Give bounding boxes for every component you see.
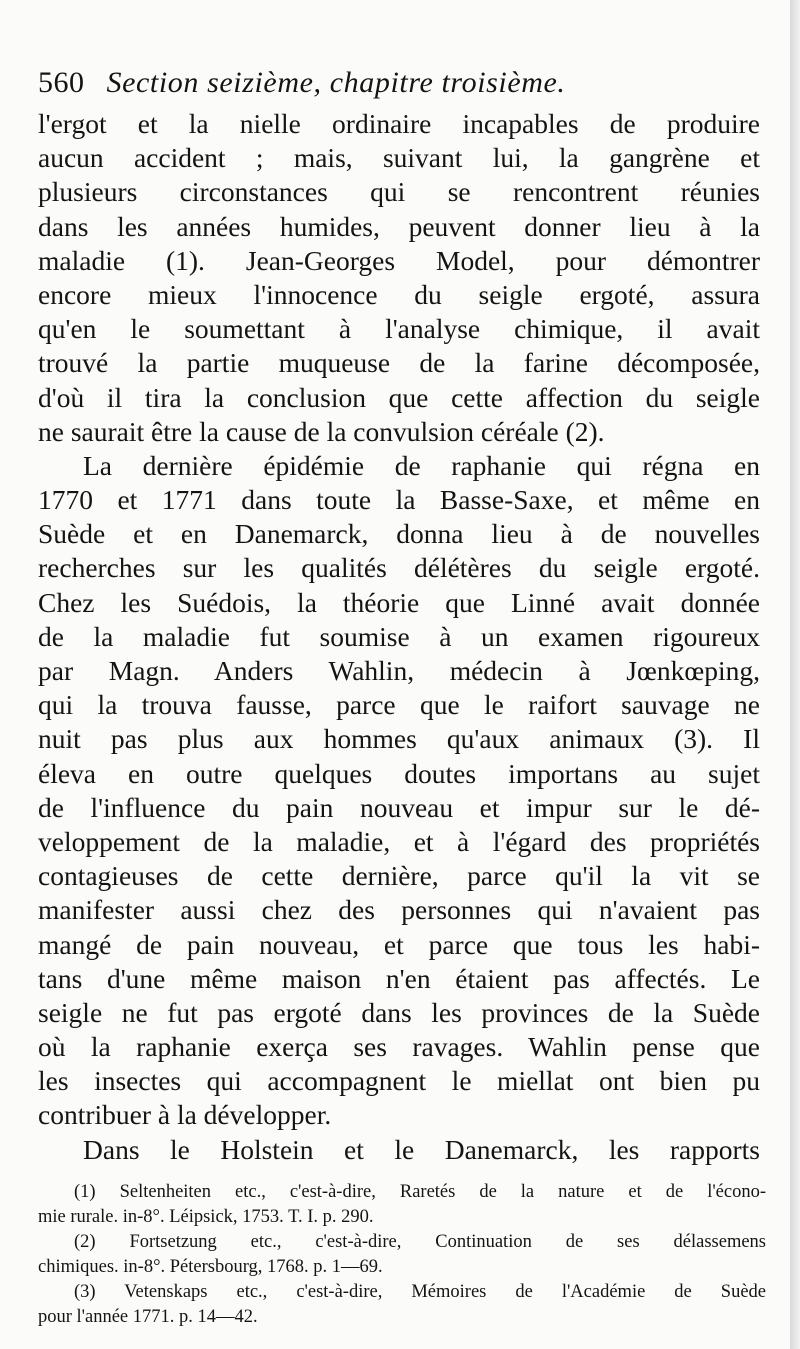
body-line: où la raphanie exerça ses ravages. Wahlin pense que [38,1031,760,1063]
body-line: par Magn. Anders Wahlin, médecin à Jœnkœping, [38,655,760,686]
paragraph-start-line: Dans le Holstein et le Danemarck, les rapports [83,1133,760,1165]
body-line: manifester aussi chez des personnes qui n'avaient pas [38,894,760,926]
body-line: nuit pas plus aux hommes qu'aux animaux (3). Il [38,723,760,755]
body-line: Suède et en Danemarck, donna lieu à de nouvelles [38,518,760,550]
body-line: mangé de pain nouveau, et parce que tous les habi- [38,928,760,960]
body-line: veloppement de la maladie, et à l'égard des propriétés [38,825,760,857]
body-line: contagieuses de cette dernière, parce qu'il la vit se [38,860,760,892]
body-line: contribuer à la développer. [38,1099,332,1131]
body-line: plusieurs circonstances qui se rencontrent réunies [38,176,760,208]
footnote-line: chimiques. in-8°. Pétersbourg, 1768. p. 1—69. [38,1257,383,1277]
section-title: Section seizième, chapitre troisième. [106,66,566,99]
page-number: 560 [38,66,85,99]
footnotes [38,1180,766,1330]
body-line: d'où il tira la conclusion que cette affection du seigle [38,381,760,413]
body-line: éleva en outre quelques doutes importans au sujet [38,757,760,789]
body-line: les insectes qui accompagnent le miellat ont bien pu [38,1065,760,1097]
paragraph-start-line: La dernière épidémie de raphanie qui régna en [83,449,760,481]
footnote-line: (1) Seltenheiten etc., c'est-à-dire, Raretés de la nature et de l'écono- [74,1182,766,1202]
body-line: recherches sur les qualités délétères du seigle ergoté. [38,552,760,584]
body-line: trouvé la partie muqueuse de la farine décomposée, [38,347,760,379]
body-line: encore mieux l'innocence du seigle ergoté, assura [38,278,760,310]
body-line: l'ergot et la nielle ordinaire incapables de produire [38,108,760,139]
body-line: dans les années humides, peuvent donner lieu à la [38,210,760,242]
body-line: de la maladie fut soumise à un examen rigoureux [38,620,760,652]
body-line: 1770 et 1771 dans toute la Basse-Saxe, et même en [38,484,760,516]
body-line: qu'en le soumettant à l'analyse chimique, il avait [38,313,760,345]
page-edge-shadow [790,0,800,1349]
footnote-line: (2) Fortsetzung etc., c'est-à-dire, Continuation de ses délassemens [74,1232,766,1252]
footnote-line: pour l'année 1771. p. 14—42. [38,1307,258,1327]
running-head [38,66,758,110]
body-line: qui la trouva fausse, parce que le raifort sauvage ne [38,689,760,721]
body-line: ne saurait être la cause de la convulsion céréale (2). [38,415,605,447]
footnote-line: mie rurale. in-8°. Léipsick, 1753. T. I. p. 290. [38,1207,374,1227]
body-line: de l'influence du pain nouveau et impur sur le dé- [38,791,760,823]
body-line: seigle ne fut pas ergoté dans les provinces de la Suède [38,996,760,1028]
body-text [38,107,760,1167]
footnote-line: (3) Vetenskaps etc., c'est-à-dire, Mémoires de l'Académie de Suède [74,1282,766,1302]
body-line: tans d'une même maison n'en étaient pas affectés. Le [38,962,760,994]
body-line: aucun accident ; mais, suivant lui, la gangrène et [38,142,760,174]
body-line: maladie (1). Jean-Georges Model, pour démontrer [38,244,760,276]
body-line: Chez les Suédois, la théorie que Linné avait donnée [38,586,760,618]
